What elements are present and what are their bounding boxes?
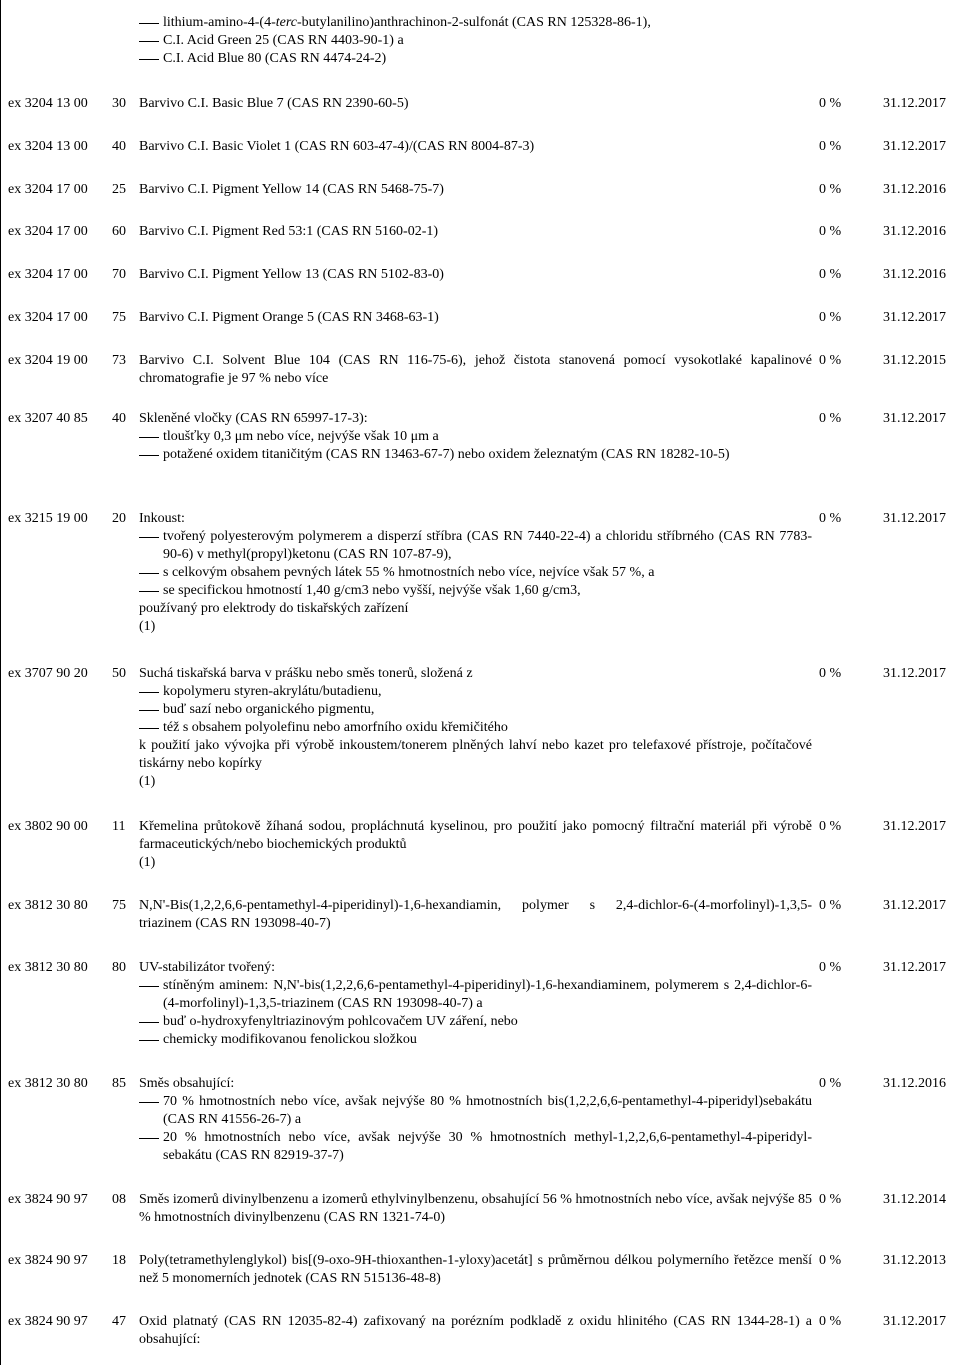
cn-code: ex 3824 90 97 [8,1253,88,1268]
description [139,959,812,1049]
description [139,1313,812,1349]
top-continuation [139,14,812,68]
cn-code: ex 3204 13 00 [8,96,88,111]
description-line: 20 % hmotnostních nebo více, avšak nejvýše 30 % hmotnostních methyl-1,2,2,6,6-pentamethyl-4-piperidyl-sebakátu (CAS RN 82919-37-7) [139,1129,812,1165]
description-line: N,N'-Bis(1,2,2,6,6-pentamethyl-4-piperidinyl)-1,6-hexandiamin, polymer s 2,4-dichlor-6-(4-morfolinyl)-1,3,5-triazinem (CAS RN 193098-40-7) [139,898,812,931]
cn-code: ex 3802 90 00 [8,819,88,834]
taric-code: 40 [112,411,126,426]
taric-code: 75 [112,310,126,325]
duty-rate: 0 % [819,224,842,239]
end-date: 31.12.2017 [883,1314,946,1329]
end-date: 31.12.2017 [883,310,946,325]
description-line: Směs izomerů divinylbenzenu a izomerů ethylvinylbenzenu, obsahující 56 % hmotnostních nebo více, avšak nejvýše 85 % hmotnostních divinylbenzenu (CAS RN 1321-74-0) [139,1192,812,1225]
duty-rate: 0 % [819,960,842,975]
end-date: 31.12.2017 [883,139,946,154]
description [139,818,812,872]
description-line: UV-stabilizátor tvořený: [139,960,275,975]
end-date: 31.12.2017 [883,96,946,111]
cn-code: ex 3204 19 00 [8,353,88,368]
description-line: tvořený polyesterovým polymerem a disperzí stříbra (CAS RN 7440-22-4) a chloridu stříbrného (CAS RN 7783-90-6) v methyl(propyl)ketonu (CAS RN 107-87-9), [139,528,812,564]
description [139,897,812,933]
continuation-line-2: C.I. Acid Green 25 (CAS RN 4403-90-1) a [139,32,812,50]
description [139,1191,812,1227]
cn-code: ex 3812 30 80 [8,898,88,913]
cn-code: ex 3824 90 97 [8,1314,88,1329]
duty-rate: 0 % [819,1076,842,1091]
description [139,665,812,791]
cn-code: ex 3204 17 00 [8,310,88,325]
end-date: 31.12.2016 [883,182,946,197]
description-line: Suchá tiskařská barva v prášku nebo směs tonerů, složená z [139,666,473,681]
taric-code: 80 [112,960,126,975]
duty-rate: 0 % [819,1314,842,1329]
description-line: Oxid platnatý (CAS RN 12035-82-4) zafixovaný na porézním podkladě z oxidu hlinitého (CAS RN 1344-28-1) a obsahující: [139,1314,812,1347]
description-line: tloušťky 0,3 μm nebo více, nejvýše však 10 μm a [139,428,812,446]
cn-code: ex 3204 13 00 [8,139,88,154]
description-line: s celkovým obsahem pevných látek 55 % hmotnostních nebo více, nejvíce však 57 %, a [139,564,812,582]
description-line: Barvivo C.I. Pigment Orange 5 (CAS RN 3468-63-1) [139,310,439,325]
taric-code: 25 [112,182,126,197]
taric-code: 30 [112,96,126,111]
description-line: Inkoust: [139,511,185,526]
duty-rate: 0 % [819,310,842,325]
taric-code: 75 [112,898,126,913]
continuation-line-1: lithium-amino-4-(4-terc-butylanilino)anthrachinon-2-sulfonát (CAS RN 125328-86-1), [139,14,812,32]
end-date: 31.12.2017 [883,960,946,975]
description-line: Směs obsahující: [139,1076,235,1091]
description-line: buď o-hydroxyfenyltriazinovým pohlcovačem UV záření, nebo [139,1013,812,1031]
description-line: (1) [139,774,156,789]
end-date: 31.12.2016 [883,224,946,239]
cn-code: ex 3215 19 00 [8,511,88,526]
description [139,410,812,464]
description-line: Poly(tetramethylenglykol) bis[(9-oxo-9H-thioxanthen-1-yloxy)acetát] s průměrnou délkou polymerního řetězce menší než 5 monomerních jednotek (CAS RN 515136-48-8) [139,1253,812,1286]
continuation-line-3: C.I. Acid Blue 80 (CAS RN 4474-24-2) [139,50,812,68]
description [139,510,812,636]
description-line: stíněným aminem: N,N'-bis(1,2,2,6,6-pentamethyl-4-piperidinyl)-1,6-hexandiaminem, polymerem s 2,4-dichlor-6-(4-morfolinyl)-1,3,5-triazinem (CAS RN 193098-40-7) a [139,977,812,1013]
description-line: 70 % hmotnostních nebo více, avšak nejvýše 80 % hmotnostních bis(1,2,2,6,6-pentamethyl-4-piperidyl)sebakátu (CAS RN 41556-26-7) a [139,1093,812,1129]
description [139,266,812,284]
description [139,223,812,241]
end-date: 31.12.2017 [883,411,946,426]
cn-code: ex 3207 40 85 [8,411,88,426]
duty-rate: 0 % [819,267,842,282]
duty-rate: 0 % [819,666,842,681]
duty-rate: 0 % [819,819,842,834]
cn-code: ex 3204 17 00 [8,182,88,197]
taric-code: 70 [112,267,126,282]
description [139,352,812,388]
description-line: Křemelina průtokově žíhaná sodou, propláchnutá kyselinou, pro použití jako pomocný filtrační materiál při výrobě farmaceutických/nebo biochemických produktů [139,819,812,852]
description [139,309,812,327]
end-date: 31.12.2015 [883,353,946,368]
description-line: Barvivo C.I. Solvent Blue 104 (CAS RN 116-75-6), jehož čistota stanovená pomocí vysokotlaké kapalinové chromatografie je 97 % nebo více [139,353,812,386]
cn-code: ex 3812 30 80 [8,1076,88,1091]
description-line: též s obsahem polyolefinu nebo amorfního oxidu křemičitého [139,719,812,737]
cn-code: ex 3204 17 00 [8,224,88,239]
description [139,138,812,156]
cn-code: ex 3812 30 80 [8,960,88,975]
description-line: potažené oxidem titaničitým (CAS RN 13463-67-7) nebo oxidem železnatým (CAS RN 18282-10-5) [139,446,812,464]
taric-code: 60 [112,224,126,239]
end-date: 31.12.2016 [883,1076,946,1091]
duty-rate: 0 % [819,411,842,426]
duty-rate: 0 % [819,898,842,913]
cn-code: ex 3707 90 20 [8,666,88,681]
description-line: Skleněné vločky (CAS RN 65997-17-3): [139,411,368,426]
description-line: kopolymeru styren-akrylátu/butadienu, [139,683,812,701]
cn-code: ex 3204 17 00 [8,267,88,282]
end-date: 31.12.2017 [883,898,946,913]
duty-rate: 0 % [819,353,842,368]
description-line: chemicky modifikovanou fenolickou složkou [139,1031,812,1049]
duty-rate: 0 % [819,96,842,111]
end-date: 31.12.2014 [883,1192,946,1207]
description [139,95,812,113]
taric-code: 85 [112,1076,126,1091]
taric-code: 47 [112,1314,126,1329]
taric-code: 50 [112,666,126,681]
description-line: Barvivo C.I. Basic Blue 7 (CAS RN 2390-60-5) [139,96,409,111]
end-date: 31.12.2016 [883,267,946,282]
description-line: se specifickou hmotností 1,40 g/cm3 nebo vyšší, nejvýše však 1,60 g/cm3, [139,582,812,600]
description [139,1075,812,1165]
duty-rate: 0 % [819,1253,842,1268]
description-line: (1) [139,855,156,870]
description [139,181,812,199]
end-date: 31.12.2017 [883,819,946,834]
cn-code: ex 3824 90 97 [8,1192,88,1207]
description-line: (1) [139,619,156,634]
taric-code: 18 [112,1253,126,1268]
duty-rate: 0 % [819,182,842,197]
end-date: 31.12.2017 [883,511,946,526]
taric-code: 11 [112,819,126,834]
description-line: Barvivo C.I. Pigment Yellow 13 (CAS RN 5102-83-0) [139,267,444,282]
description-line: buď sazí nebo organického pigmentu, [139,701,812,719]
description-line: k použití jako vývojka při výrobě inkoustem/tonerem plněných lahví nebo kazet pro telefaxové přístroje, počítačové tiskárny nebo kopírky [139,738,812,771]
end-date: 31.12.2017 [883,666,946,681]
duty-rate: 0 % [819,139,842,154]
end-date: 31.12.2013 [883,1253,946,1268]
description-line: Barvivo C.I. Pigment Red 53:1 (CAS RN 5160-02-1) [139,224,439,239]
duty-rate: 0 % [819,1192,842,1207]
taric-code: 73 [112,353,126,368]
taric-code: 40 [112,139,126,154]
description-line: Barvivo C.I. Pigment Yellow 14 (CAS RN 5468-75-7) [139,182,444,197]
description [139,1252,812,1288]
duty-rate: 0 % [819,511,842,526]
description-line: používaný pro elektrody do tiskařských zařízení [139,601,409,616]
description-line: Barvivo C.I. Basic Violet 1 (CAS RN 603-47-4)/(CAS RN 8004-87-3) [139,139,535,154]
taric-code: 20 [112,511,126,526]
taric-code: 08 [112,1192,126,1207]
